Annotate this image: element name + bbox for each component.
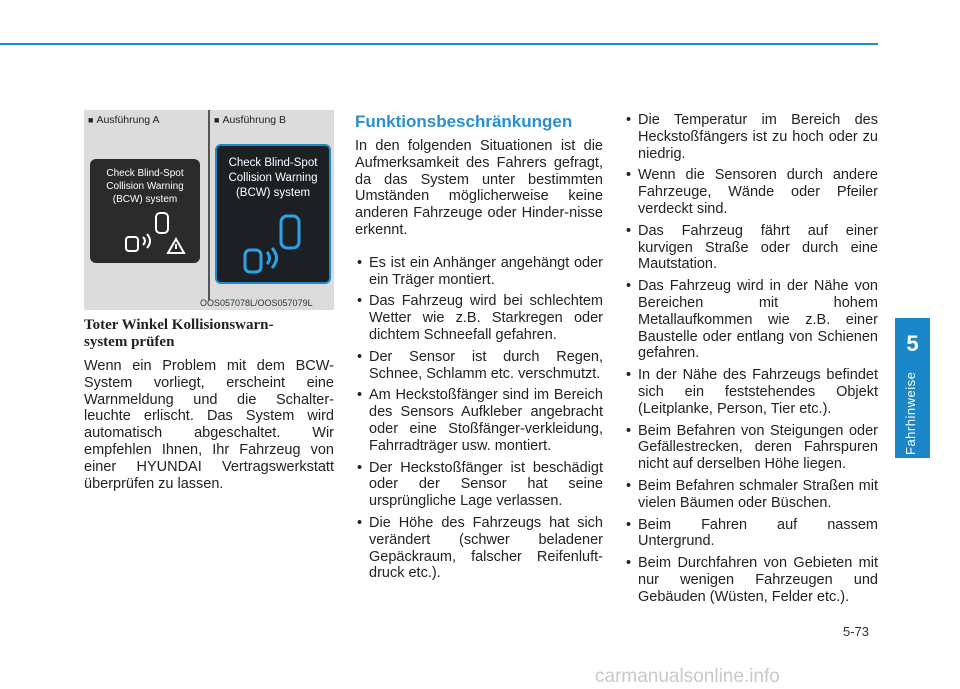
subheading: Toter Winkel Kollisionswarn- system prüfen (84, 317, 274, 350)
list-item: • Das Fahrzeug wird in der Nähe von Bereichen mit hohem Metallaufkommen wie z.B. einer Baustelle oder entlang von Schienen gefahren. (624, 278, 878, 362)
list-item: • Beim Fahren auf nassem Untergrund. (624, 517, 878, 551)
display-a-message: Check Blind-Spot Collision Warning (BCW) system (106, 168, 184, 205)
section-heading: Funktionsbeschränkungen (355, 112, 573, 131)
list-item: • Der Sensor ist durch Regen, Schnee, Schlamm etc. verschmutzt. (355, 349, 603, 383)
middle-column (355, 112, 603, 587)
list-item: • Beim Durchfahren von Gebieten mit nur wenigen Fahrzeugen und Gebäuden (Wüsten, Felder etc.). (624, 555, 878, 605)
paragraph: Wenn ein Problem mit dem BCW-System vorliegt, erscheint eine Warnmeldung und die Schalter-leuchte erlischt. Das System wird automatisch abgeschaltet. Wir empfehlen Ihnen, Ihr Fahrzeug von einer HYUNDAI Vertragswerkstatt überprüfen zu lassen. (84, 358, 334, 492)
figure-panel (84, 110, 334, 310)
square-bullet-icon: ■ (88, 115, 94, 125)
chapter-number: 5 (906, 331, 919, 356)
variant-a-label: ■ Ausführung A (88, 114, 160, 126)
square-bullet-icon: ■ (214, 115, 220, 125)
list-item: • In der Nähe des Fahrzeugs befindet sich ein feststehendes Objekt (Leitplanke, Person, Tier etc.). (624, 367, 878, 417)
list-item: • Der Heckstoßfänger ist beschädigt oder der Sensor hat seine ursprüngliche Lage verlassen. (355, 460, 603, 510)
figure-divider (208, 110, 210, 300)
cluster-display-a (90, 159, 200, 263)
intro-paragraph: In den folgenden Situationen ist die Aufmerksamkeit des Fahrers gefragt, da das System unter bestimmten Umständen möglicherweise keine anderen Fahrzeuge oder Hinder-nisse erkennt. (355, 138, 603, 238)
cluster-display-b (215, 144, 331, 284)
image-code: OOS057078L/OOS057079L (200, 298, 313, 308)
right-column (624, 112, 878, 611)
list-item: • Wenn die Sensoren durch andere Fahrzeuge, Wände oder Pfeiler verdeckt sind. (624, 167, 878, 217)
list-item: • Beim Befahren von Steigungen oder Gefällestrecken, deren Fahrspuren nicht auf derselben Höhe liegen. (624, 423, 878, 473)
list-item: • Das Fahrzeug wird bei schlechtem Wetter wie z.B. Starkregen oder dichtem Schneefall gefahren. (355, 293, 603, 343)
list-item: • Die Höhe des Fahrzeugs hat sich verändert (schwer beladener Gepäckraum, falscher Reifenluft-druck etc.). (355, 515, 603, 582)
list-item: • Am Heckstoßfänger sind im Bereich des Sensors Aufkleber angebracht oder eine Stoßfänger-verkleidung, Fahrradträger usw. montiert. (355, 387, 603, 454)
page-number: 5-73 (843, 624, 870, 639)
list-item: • Beim Befahren schmaler Straßen mit vielen Bäumen oder Büschen. (624, 478, 878, 512)
display-b-message: Check Blind-Spot Collision Warning (BCW) system (228, 157, 318, 199)
list-item: • Die Temperatur im Bereich des Heckstoßfängers ist zu hoch oder zu niedrig. (624, 112, 878, 162)
bcw-warning-icon (90, 203, 200, 263)
list-item: • Das Fahrzeug fährt auf einer kurvigen Straße oder durch eine Mautstation. (624, 223, 878, 273)
list-item: • Es ist ein Anhänger angehängt oder ein Träger montiert. (355, 255, 603, 289)
limitations-list-continued (624, 112, 878, 606)
chapter-label: Fahrhinweise (903, 371, 918, 455)
left-column (84, 317, 334, 492)
variant-b-label: ■ Ausführung B (214, 114, 287, 126)
header-rule (0, 43, 878, 45)
watermark: carmanualsonline.info (595, 666, 780, 687)
bcw-car-icon (217, 206, 329, 282)
limitations-list (355, 255, 603, 582)
